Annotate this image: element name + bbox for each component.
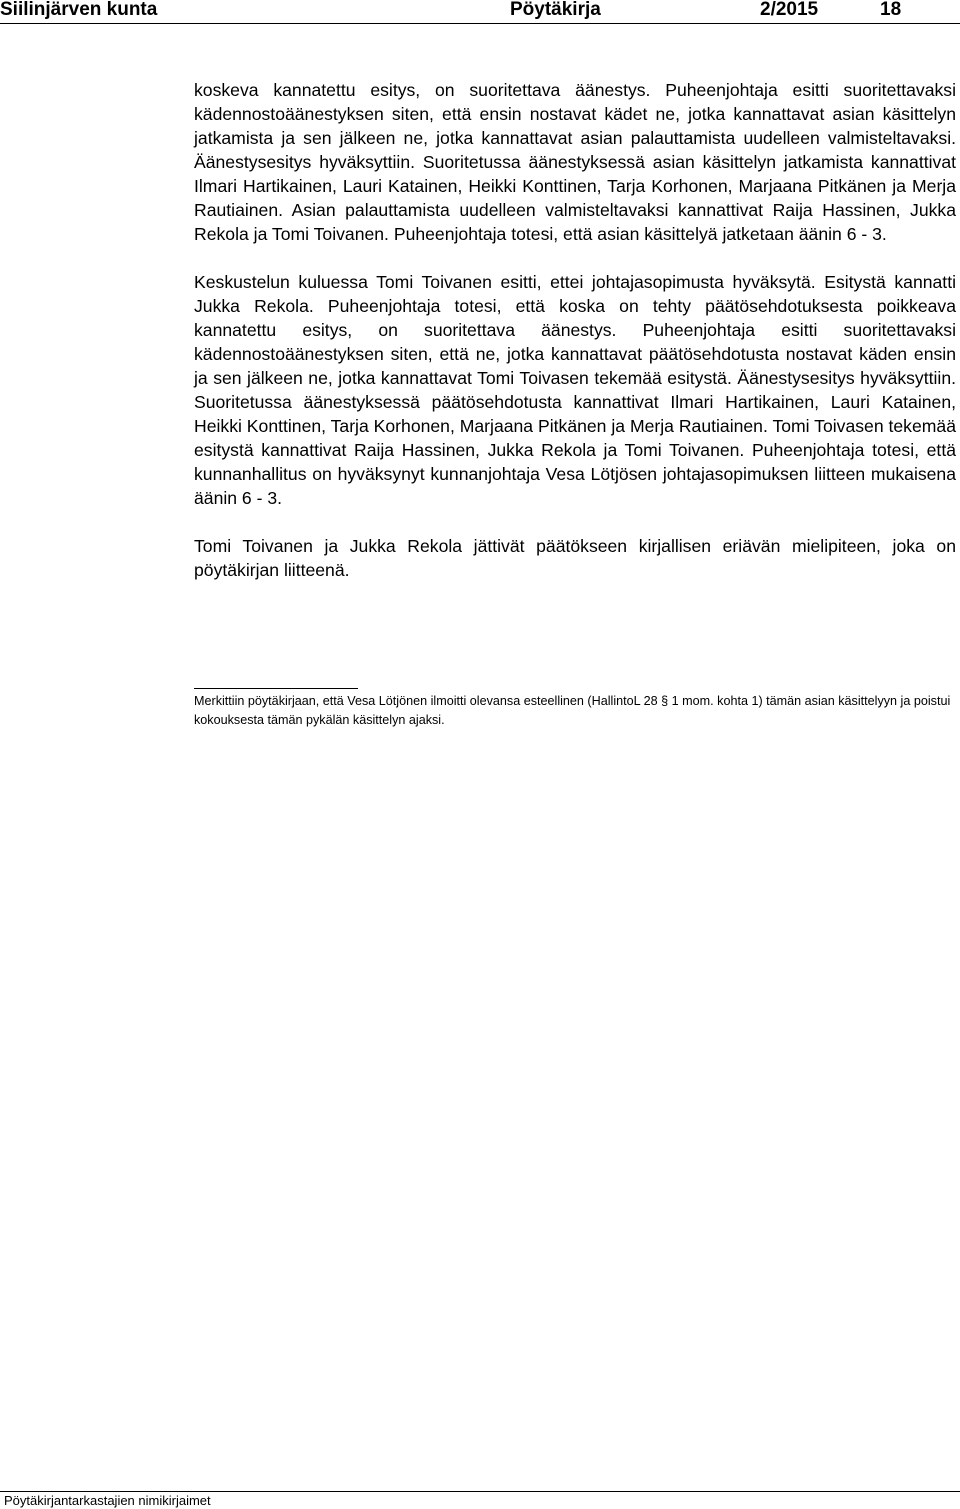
body-paragraph: koskeva kannatettu esitys, on suoritettava äänestys. Puheenjohtaja esitti suoritettavaksi kädennostoäänestyksen siten, että ensin nostavat kädet ne, jotka kannattavat asian käsittelyn jatkamista ja sen jälkeen ne, jotka kannattavat asian palauttamista uudelleen valmisteltavaksi. Äänestysesitys hyväksyttiin. Suoritetussa äänestyksessä asian käsittelyn jatkamista kannattivat Ilmari Hartikainen, Lauri Katainen, Heikki Konttinen, Tarja Korhonen, Marjaana Pitkänen ja Merja Rautiainen. Asian palauttamista uudelleen valmisteltavaksi kannattivat Raija Hassinen, Jukka Rekola ja Tomi Toivanen. Puheenjohtaja totesi, että asian käsittelyä jatketaan äänin 6 - 3. xyxy=(194,80,956,244)
document-number: 2/2015 xyxy=(760,0,819,20)
footer-divider xyxy=(0,1491,960,1492)
organization-name: Siilinjärven kunta xyxy=(0,0,158,20)
body-paragraph: Keskustelun kuluessa Tomi Toivanen esitti, ettei johtajasopimusta hyväksytä. Esitystä kannatti Jukka Rekola. Puheenjohtaja totesi, että koska on tehty päätösehdotuksesta poikkeava kannatettu esitys, on suoritettava äänestys. Puheenjohtaja esitti suoritettavaksi kädennostoäänestyksen siten, että ne, jotka kannattavat päätösehdotusta nostavat käden ensin ja sen jälkeen ne, jotka kannattavat Tomi Toivasen tekemää esitystä. Äänestysesitys hyväksyttiin. Suoritetussa äänestyksessä päätösehdotusta kannattivat Ilmari Hartikainen, Lauri Katainen, Heikki Konttinen, Tarja Korhonen, Marjaana Pitkänen ja Merja Rautiainen. Tomi Toivasen tekemää esitystä kannattivat Raija Hassinen, Jukka Rekola ja Tomi Toivanen. Puheenjohtaja totesi, että kunnanhallitus on hyväksynyt kunnanjohtaja Vesa Lötjösen johtajasopimuksen liitteen mukaisena äänin 6 - 3. xyxy=(194,272,956,508)
footnote-divider xyxy=(194,688,358,689)
minutes-body xyxy=(194,78,956,582)
footnote xyxy=(194,692,952,730)
header-divider xyxy=(0,23,960,24)
body-paragraph: Tomi Toivanen ja Jukka Rekola jättivät päätökseen kirjallisen eriävän mielipiteen, joka on pöytäkirjan liitteenä. xyxy=(194,536,956,580)
footnote-text: Merkittiin pöytäkirjaan, että Vesa Lötjönen ilmoitti olevansa esteellinen (HallintoL 28 § 1 mom. kohta 1) tämän asian käsittelyyn ja poistui kokouksesta tämän pykälän käsittelyn ajaksi. xyxy=(194,694,951,727)
document-type: Pöytäkirja xyxy=(510,0,601,20)
page-number: 18 xyxy=(880,0,902,20)
page-header xyxy=(0,0,960,24)
signature-initials-label: Pöytäkirjantarkastajien nimikirjaimet xyxy=(4,1493,211,1508)
